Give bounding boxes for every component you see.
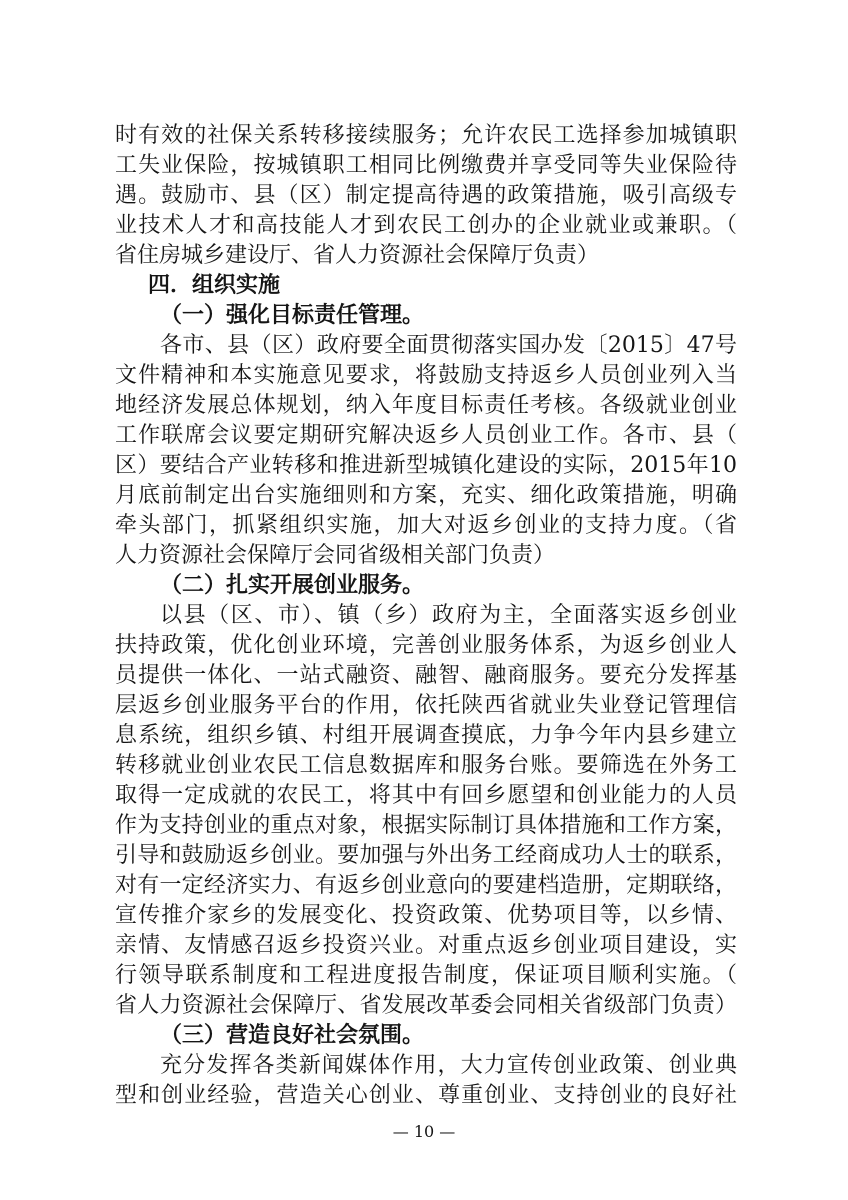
- subsection-heading: （一）强化目标责任管理。: [160, 303, 425, 328]
- body-text-line: 对有一定经济实力、有返乡创业意向的要建档造册，定期联络，: [115, 873, 737, 898]
- body-text-line: 充分发挥各类新闻媒体作用，大力宣传创业政策、创业典: [160, 1053, 737, 1078]
- body-text-line: 人力资源社会保障厅会同省级相关部门负责）: [115, 543, 556, 568]
- body-text-line: 月底前制定出台实施细则和方案，充实、细化政策措施，明确: [115, 483, 737, 508]
- body-text-line: 转移就业创业农民工信息数据库和服务台账。要筛选在外务工: [115, 753, 737, 778]
- body-text-line: 区）要结合产业转移和推进新型城镇化建设的实际，2015年10: [115, 453, 737, 478]
- body-text-line: 亲情、友情感召返乡投资兴业。对重点返乡创业项目建设，实: [115, 933, 737, 958]
- body-text-line: 省住房城乡建设厅、省人力资源社会保障厅负责）: [115, 243, 600, 268]
- body-text-line: 牵头部门，抓紧组织实施，加大对返乡创业的支持力度。（省: [115, 513, 737, 538]
- body-text-line: 遇。鼓励市、县（区）制定提高待遇的政策措施，吸引高级专: [115, 183, 737, 208]
- body-text-line: 员提供一体化、一站式融资、融智、融商服务。要充分发挥基: [115, 663, 737, 688]
- body-text-line: 各市、县（区）政府要全面贯彻落实国办发〔2015〕47号: [160, 333, 737, 358]
- section-heading: 四．组织实施: [148, 273, 281, 298]
- body-text-line: 以县（区、市）、镇（乡）政府为主，全面落实返乡创业: [160, 603, 737, 628]
- subsection-heading: （三）营造良好社会氛围。: [160, 1023, 425, 1048]
- body-text-line: 扶持政策，优化创业环境，完善创业服务体系，为返乡创业人: [115, 633, 737, 658]
- body-text-line: 文件精神和本实施意见要求，将鼓励支持返乡人员创业列入当: [115, 363, 737, 388]
- body-text-line: 引导和鼓励返乡创业。要加强与外出务工经商成功人士的联系，: [115, 843, 737, 868]
- body-text-line: 取得一定成就的农民工，将其中有回乡愿望和创业能力的人员: [115, 783, 737, 808]
- body-text-line: 时有效的社保关系转移接续服务；允许农民工选择参加城镇职: [115, 123, 737, 148]
- subsection-heading: （二）扎实开展创业服务。: [160, 573, 425, 598]
- body-text-line: 宣传推介家乡的发展变化、投资政策、优势项目等，以乡情、: [115, 903, 737, 928]
- body-text-line: 层返乡创业服务平台的作用，依托陕西省就业失业登记管理信: [115, 693, 737, 718]
- body-text-line: 省人力资源社会保障厅、省发展改革委会同相关省级部门负责）: [115, 993, 737, 1018]
- body-text-line: 地经济发展总体规划，纳入年度目标责任考核。各级就业创业: [115, 393, 737, 418]
- body-text-line: 作为支持创业的重点对象，根据实际制订具体措施和工作方案，: [115, 813, 737, 838]
- body-text-line: 工失业保险，按城镇职工相同比例缴费并享受同等失业保险待: [115, 153, 737, 178]
- body-text-line: 业技术人才和高技能人才到农民工创办的企业就业或兼职。（: [115, 213, 737, 238]
- body-text-line: 息系统，组织乡镇、村组开展调查摸底，力争今年内县乡建立: [115, 723, 737, 748]
- body-text-line: 工作联席会议要定期研究解决返乡人员创业工作。各市、县（: [115, 423, 737, 448]
- body-text-line: 行领导联系制度和工程进度报告制度，保证项目顺利实施。（: [115, 963, 737, 988]
- body-text-line: 型和创业经验，营造关心创业、尊重创业、支持创业的良好社: [115, 1083, 737, 1108]
- document-body: [115, 121, 737, 1111]
- page-number: — 10 —: [392, 1122, 456, 1141]
